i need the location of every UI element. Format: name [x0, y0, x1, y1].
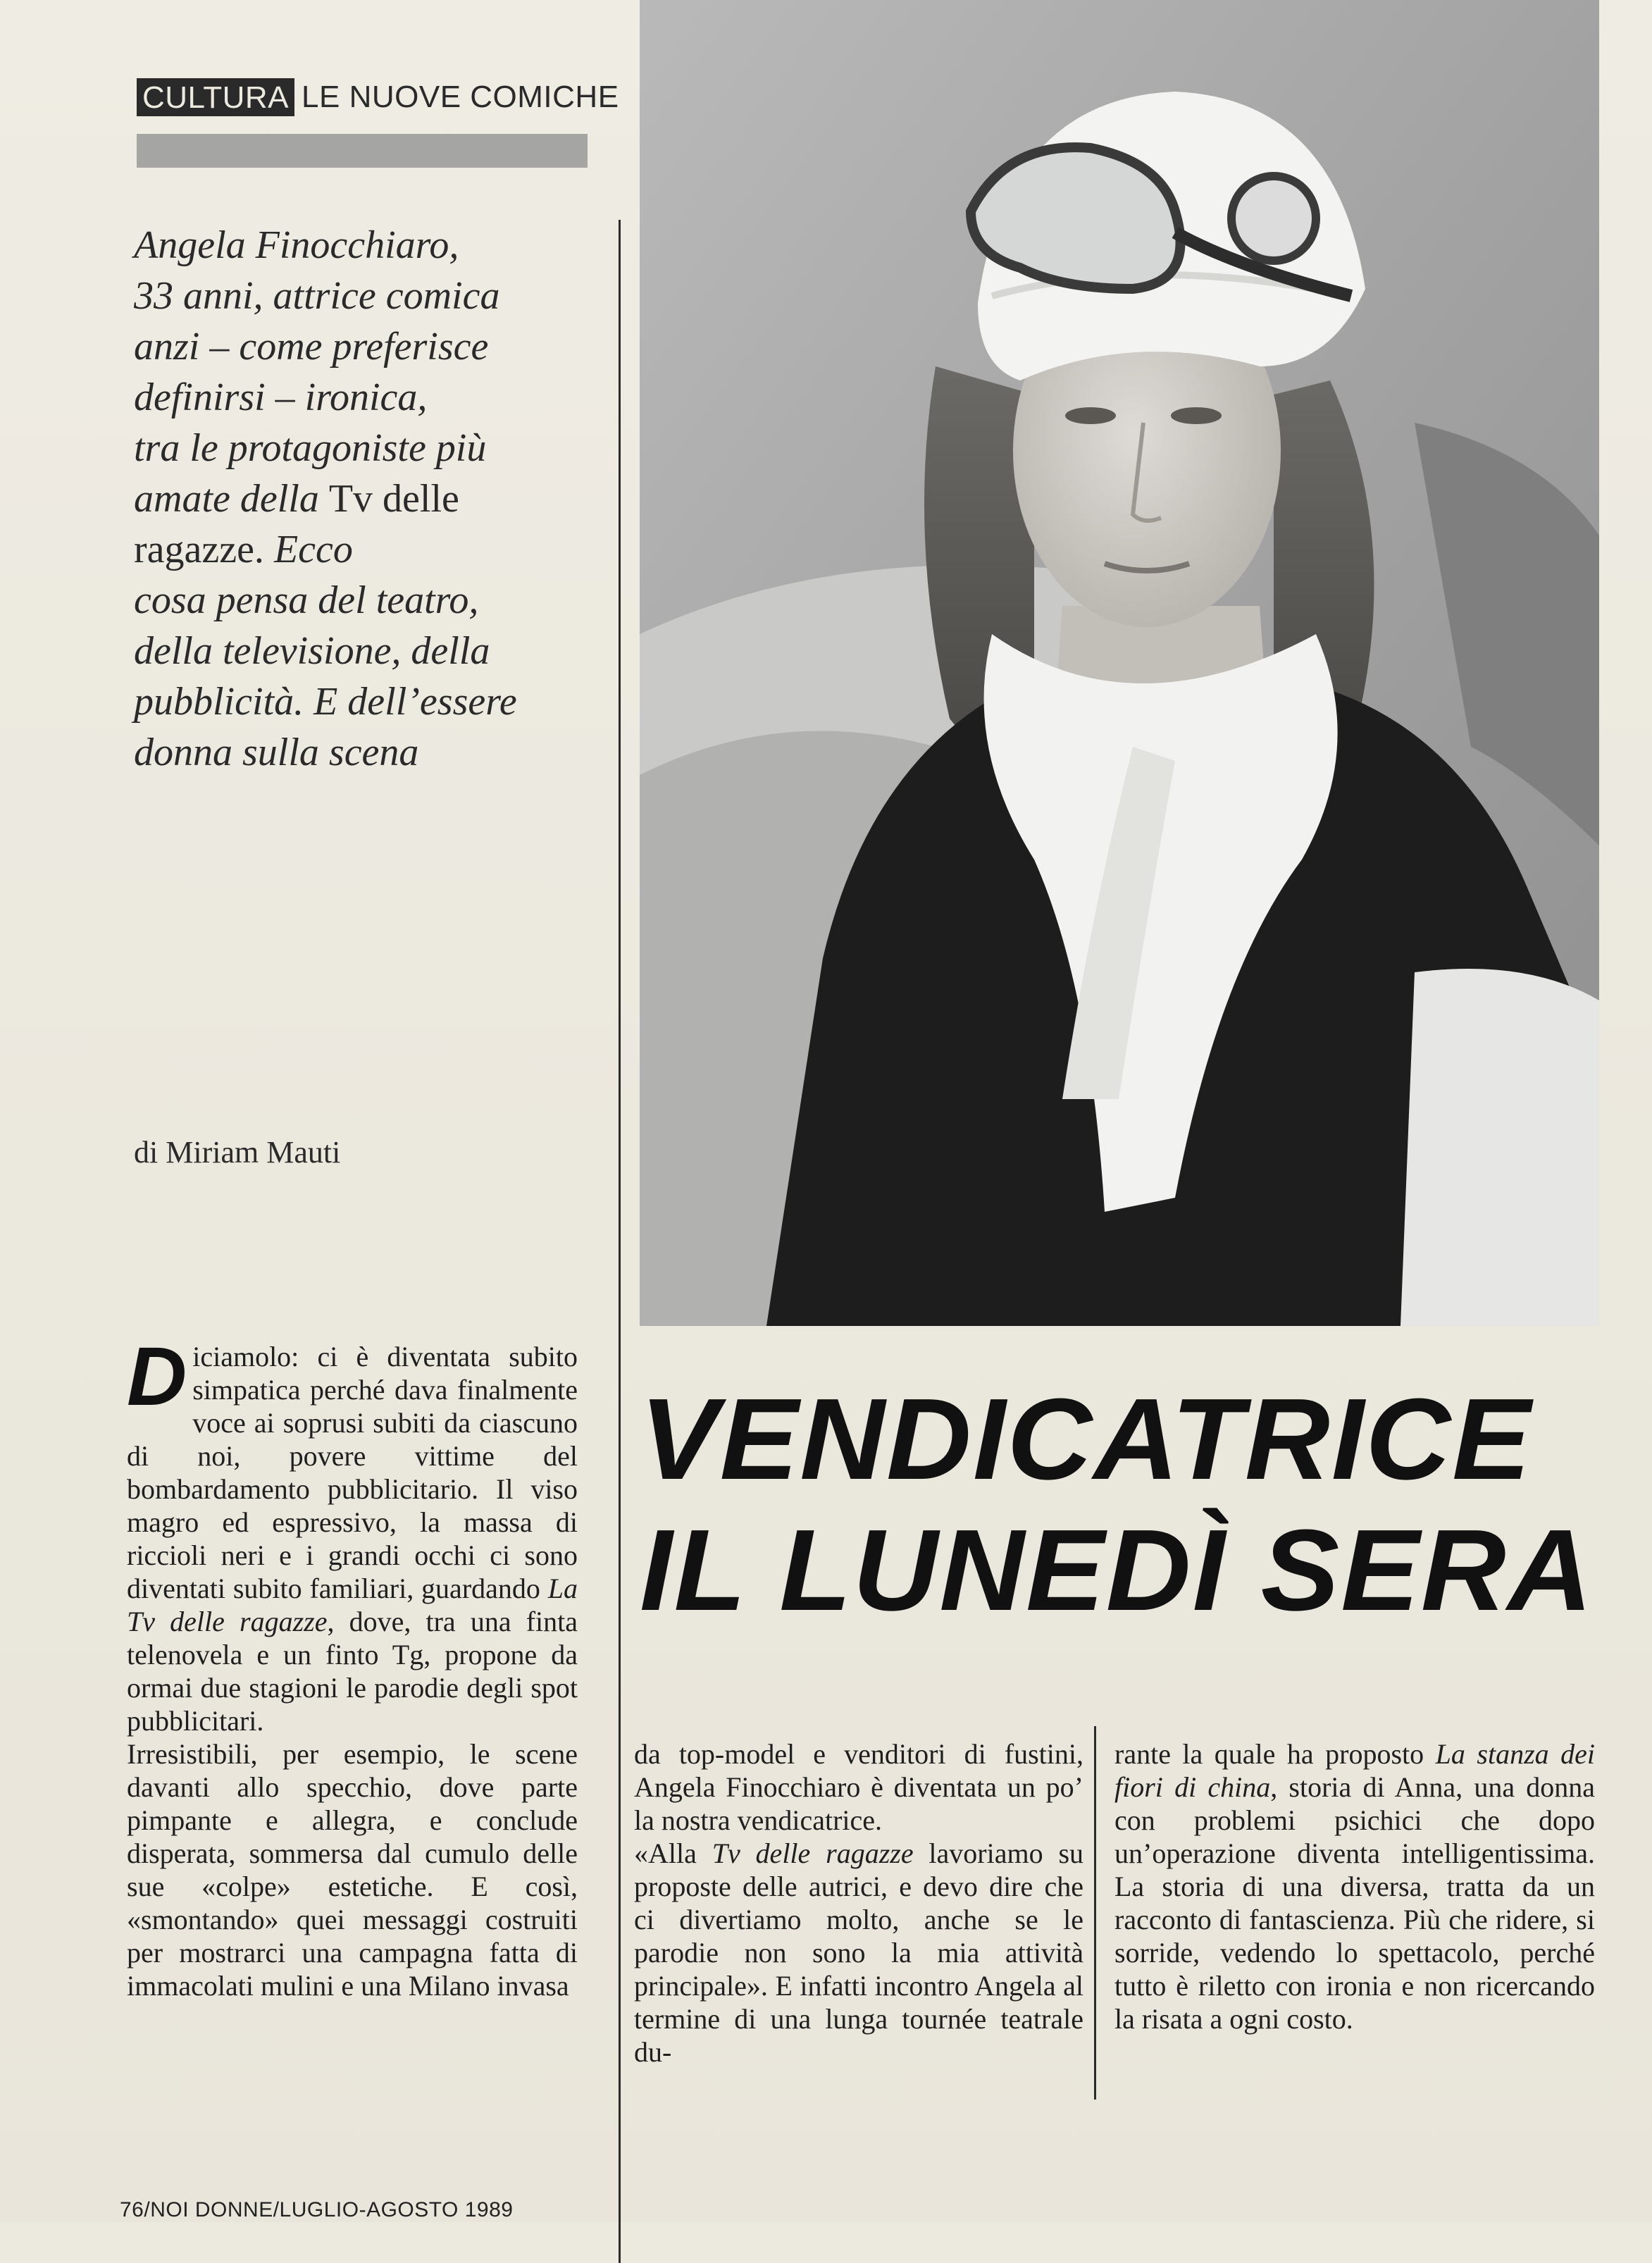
- section-title: LE NUOVE COMICHE: [302, 80, 619, 114]
- drop-cap: D: [127, 1330, 187, 1423]
- header-bar: [137, 134, 588, 168]
- intro-standfirst: [134, 220, 585, 778]
- intro-fragment: Tv delle: [328, 477, 459, 521]
- intro-line: [134, 524, 585, 575]
- portrait-image: [640, 0, 1599, 1326]
- portrait-photo: [640, 0, 1599, 1326]
- byline: di Miriam Mauti: [134, 1135, 341, 1170]
- headline-line: IL LUNEDÌ SERA: [640, 1506, 1594, 1635]
- headline-line: VENDICATRICE: [640, 1375, 1532, 1504]
- intro-line: 33 anni, attrice comica: [134, 274, 500, 318]
- intro-line: Angela Finocchiaro,: [134, 223, 459, 267]
- intro-line: tra le protagoniste più: [134, 426, 487, 470]
- section-header: [137, 78, 619, 117]
- intro-fragment: Ecco: [273, 528, 353, 571]
- text-run: «Alla: [634, 1837, 712, 1869]
- paragraph: [1114, 1737, 1595, 2035]
- paragraph: [127, 1330, 578, 1737]
- column-divider: [1094, 1726, 1096, 2100]
- text-run-italic: Tv delle ragazze: [712, 1837, 914, 1869]
- intro-fragment: ragazze.: [134, 528, 274, 571]
- intro-line: anzi – come preferisce: [134, 325, 489, 368]
- paragraph: Irresistibili, per esempio, le scene davanti allo specchio, dove parte pimpante e allegra, e conclude disperata, sommersa dal cumulo delle sue «colpe» estetiche. E così, «smontando» quei messaggi costruiti per mostrarci una campagna fatta di immacolati mulini e una Milano invasa: [127, 1738, 578, 2002]
- intro-line: della televisione, della: [134, 629, 490, 673]
- intro-line: pubblicità. E dell’essere: [134, 680, 517, 724]
- text-run: , dove, tra una finta telenovela e un finto Tg, propone da ormai due stagioni le parodie degli spot pubblicitari.: [127, 1606, 578, 1737]
- paragraph: da top-model e venditori di fustini, Angela Finocchiaro è diventata un po’ la nostra vendicatrice.: [634, 1738, 1083, 1836]
- section-tag: CULTURA: [137, 78, 294, 116]
- text-run: iciamolo: ci è diventata subito simpatica perché dava finalmente voce ai soprusi subiti da ciascuno di noi, povere vittime del bombardamento pubblicitario. Il viso magro ed espressivo, la massa di riccioli neri e i grandi occhi ci sono diventati subito familiari, guardando: [127, 1341, 578, 1604]
- article-column-3: [1114, 1737, 1595, 2035]
- intro-fragment: amate della: [134, 477, 329, 521]
- text-run: rante la quale ha proposto: [1114, 1738, 1436, 1770]
- intro-line: definirsi – ironica,: [134, 376, 428, 419]
- article-column-2: [634, 1737, 1083, 2069]
- text-run-italic: La stanza dei fiori di china: [1114, 1738, 1596, 1803]
- text-run: lavoriamo su proposte delle autrici, e devo dire che ci divertiamo molto, anche se le parodie non sono la mia attività principale». E infatti incontro Angela al termine di una lunga tournée teatrale du-: [634, 1837, 1084, 2068]
- article-column-1: [127, 1330, 578, 2002]
- text-run: , storia di Anna, una donna con problemi psichici che dopo un’operazione diventa intelligentissima. La storia di una diversa, tratta da un racconto di fantascienza. Più che ridere, si sorride, vedendo lo spettacolo, perché tutto è riletto con ironia e non ricercando la risata a ogni costo.: [1114, 1771, 1596, 2035]
- intro-line: [134, 473, 585, 524]
- headline: [640, 1374, 1599, 1636]
- paragraph: [634, 1837, 1083, 2069]
- text-run-italic: La Tv delle ragazze: [127, 1573, 578, 1637]
- intro-line: donna sulla scena: [134, 731, 419, 774]
- intro-line: cosa pensa del teatro,: [134, 578, 479, 622]
- column-divider: [619, 220, 621, 2263]
- page-footer: 76/NOI DONNE/LUGLIO-AGOSTO 1989: [120, 2198, 514, 2221]
